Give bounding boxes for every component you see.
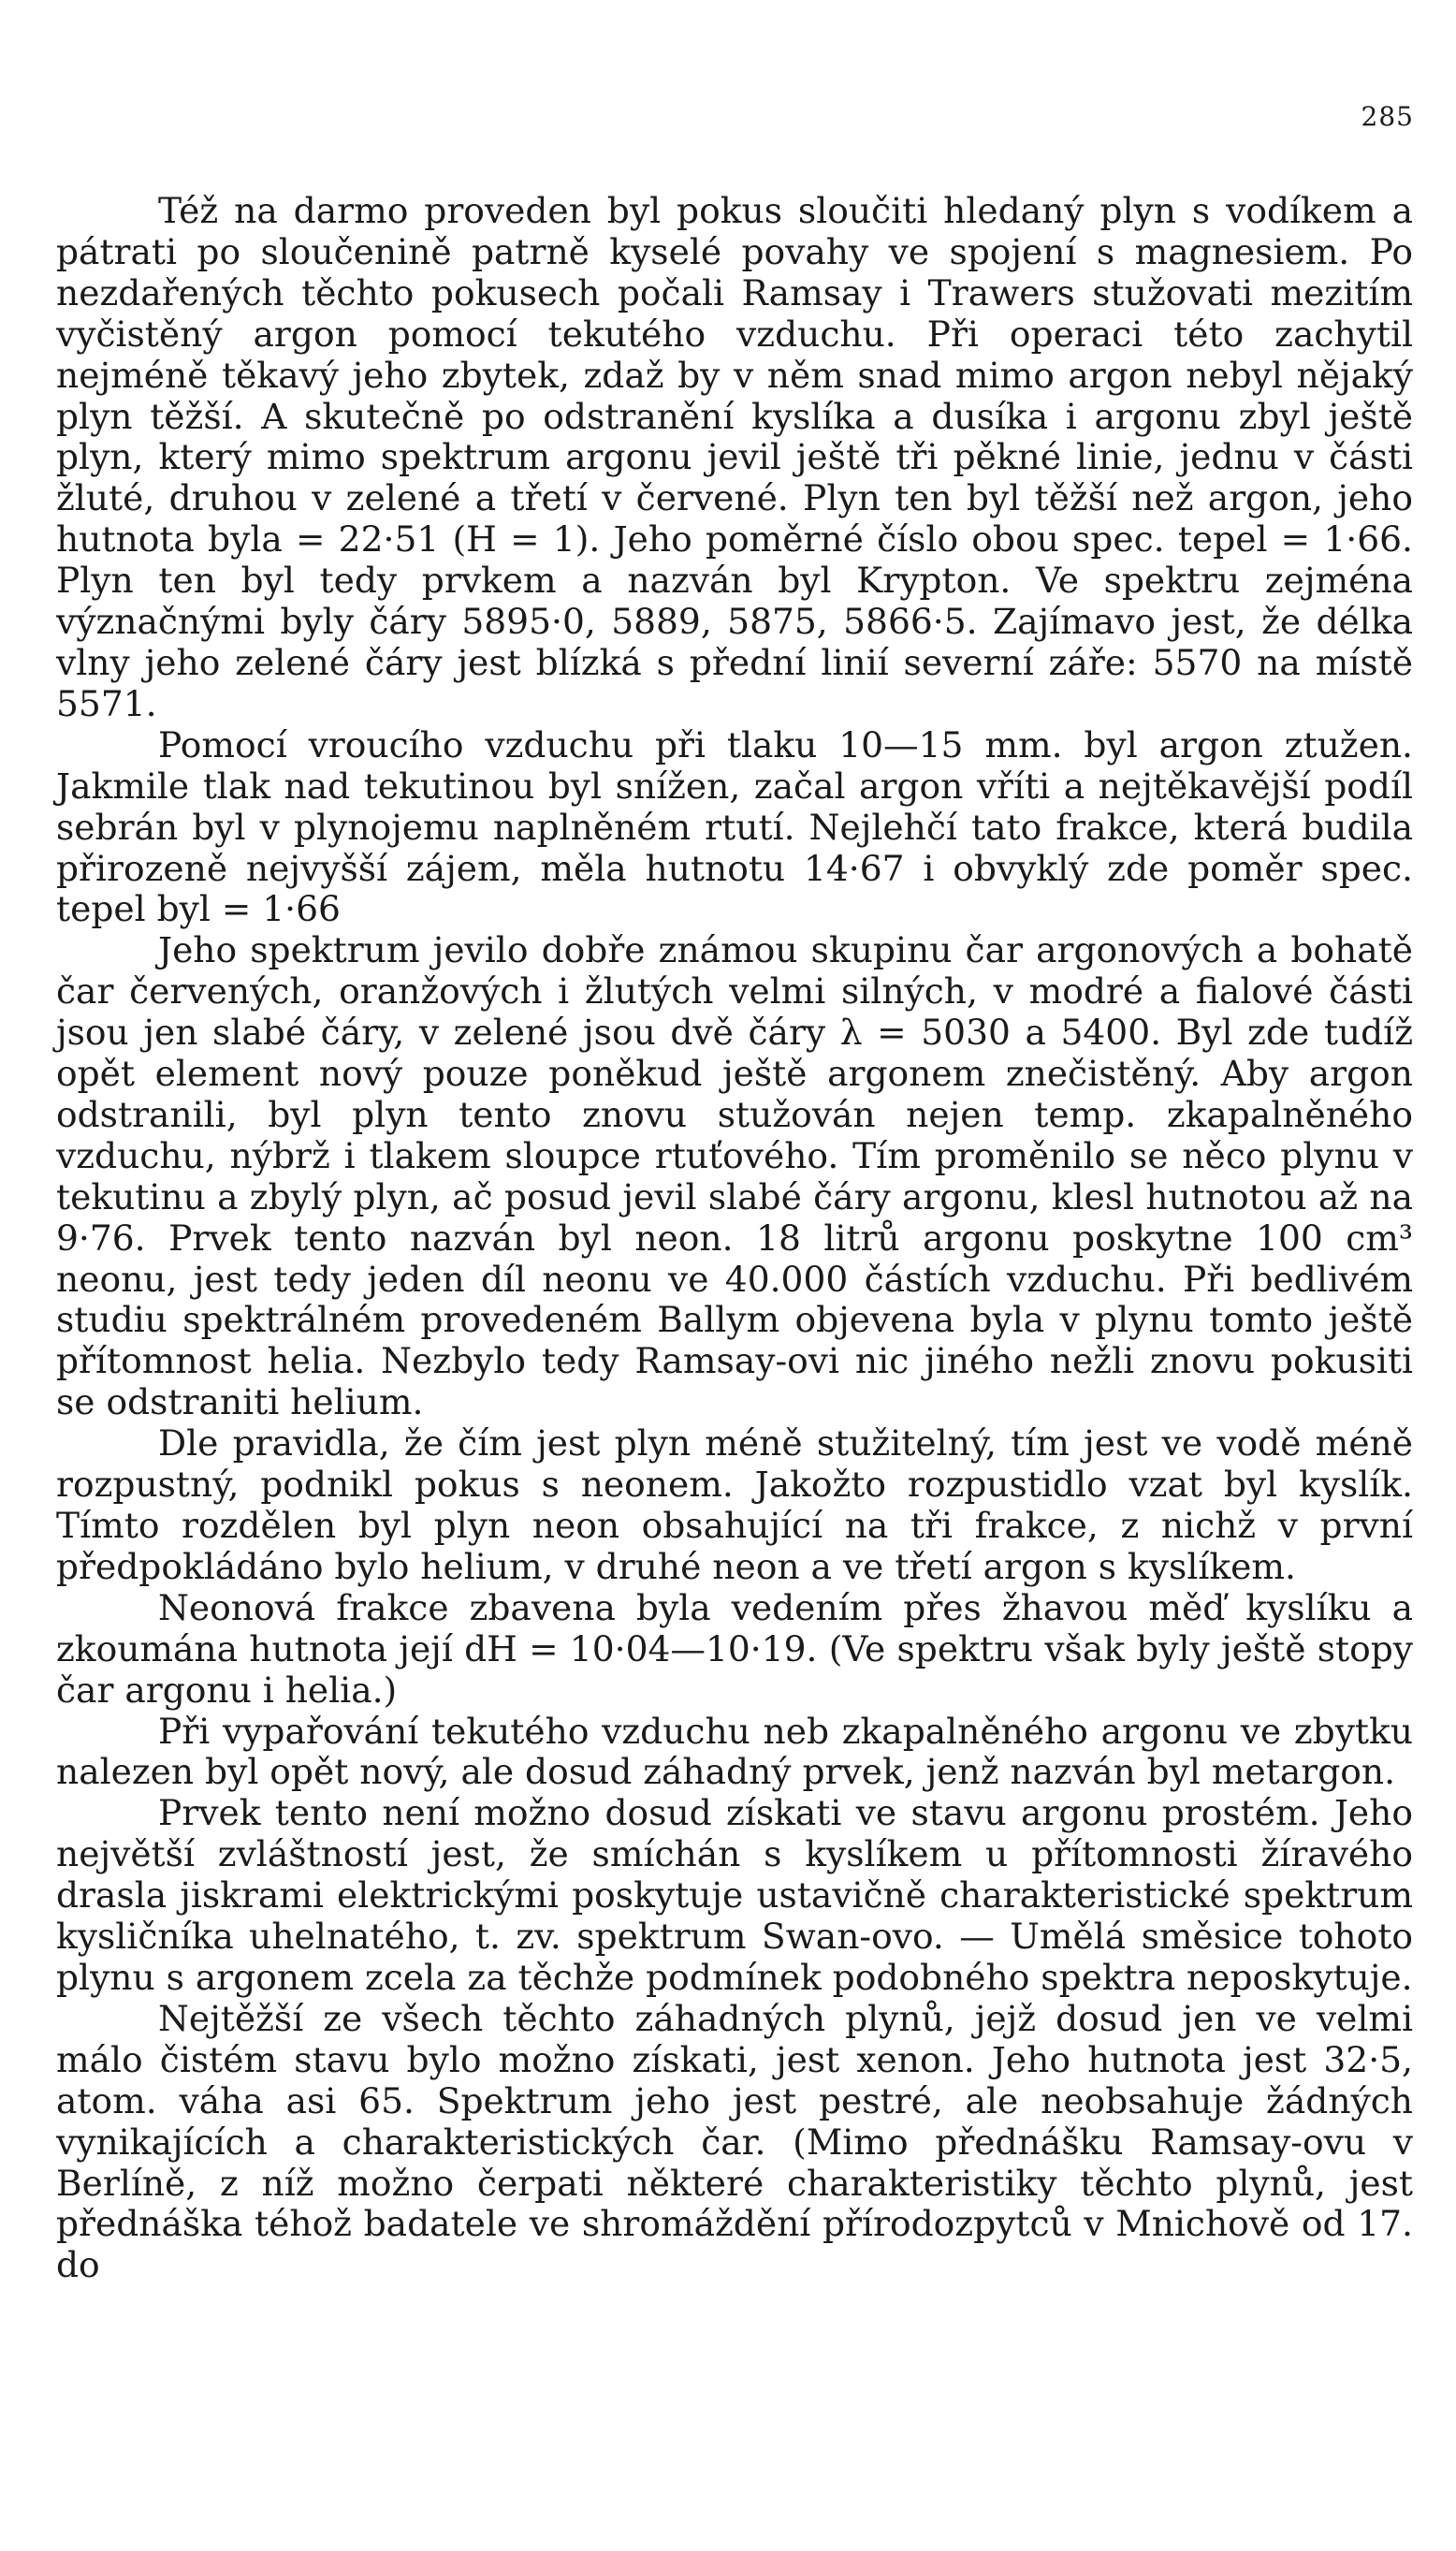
paragraph-xenon: Nejtěžší ze všech těchto záhadných plynů, jejž dosud jen ve velmi málo čistém stavu bylo možno získati, jest xenon. Jeho hutnota jest 32·5, atom. váha asi 65. Spektrum jeho jest pestré, ale neobsahuje žádných vynikajících a charakteristických čar. (Mimo přednášku Ramsay-ovu v Berlíně, z níž možno čerpati některé charakteristiky těchto plynů, jest přednáška téhož badatele ve shromáždění přírodozpytců v Mnichově od 17. do: [56, 1997, 1413, 2286]
page-number: 285: [1361, 101, 1414, 132]
paragraph-metargon: Při vypařování tekutého vzduchu neb zkapalněného argonu ve zbytku nalezen byl opět nový, ale dosud záhadný prvek, jenž nazván byl metargon.: [56, 1710, 1413, 1793]
paragraph-krypton: Též na darmo proveden byl pokus sloučiti hledaný plyn s vodíkem a pátrati po sloučenině patrně kyselé povahy ve spojení s magnesiem. Po nezdařených těchto pokusech počali Ramsay i Trawers stužovati mezitím vyčistěný argon pomocí tekutého vzduchu. Při operaci této zachytil nejméně těkavý jeho zbytek, zdaž by v něm snad mimo argon nebyl nějaký plyn těžší. A skutečně po odstranění kyslíka a dusíka i argonu zbyl ještě plyn, který mimo spektrum argonu jevil ještě tři pěkné linie, jednu v části žluté, druhou v zelené a třetí v červené. Plyn ten byl těžší než argon, jeho hutnota byla = 22·51 (H = 1). Jeho poměrné číslo obou spec. tepel = 1·66. Plyn ten byl tedy prvkem a nazván byl Krypton. Ve spektru zejména význačnými byly čáry 5895·0, 5889, 5875, 5866·5. Zajímavo jest, že délka vlny jeho zelené čáry jest blízká s přední linií severní záře: 5570 na místě 5571.: [56, 190, 1413, 724]
paragraph-solubility: Dle pravidla, že čím jest plyn méně stužitelný, tím jest ve vodě méně rozpustný, podnikl pokus s neonem. Jakožto rozpustidlo vzat byl kyslík. Tímto rozdělen byl plyn neon obsahující na tři frakce, z nichž v první předpokládáno bylo helium, v druhé neon a ve třetí argon s kyslíkem.: [56, 1422, 1413, 1587]
paragraph-neon-spectrum: Jeho spektrum jevilo dobře známou skupinu čar argonových a bohatě čar červených, oranžových i žlutých velmi silných, v modré a fialové části jsou jen slabé čáry, v zelené jsou dvě čáry λ = 5030 a 5400. Byl zde tudíž opět element nový pouze poněkud ještě argonem znečistěný. Aby argon odstranili, byl plyn tento znovu stužován nejen temp. zkapalněného vzduchu, nýbrž i tlakem sloupce rtuťového. Tím proměnilo se něco plynu v tekutinu a zbylý plyn, ač posud jevil slabé čáry argonu, klesl hutnotou až na 9·76. Prvek tento nazván byl neon. 18 litrů argonu poskytne 100 cm³ neonu, jest tedy jeden díl neonu ve 40.000 částích vzduchu. Při bedlivém studiu spektrálném provedeném Ballym objevena byla v plynu tomto ještě přítomnost helia. Nezbylo tedy Ramsay-ovi nic jiného nežli znovu pokusiti se odstraniti helium.: [56, 929, 1413, 1423]
paragraph-argon-liquefaction: Pomocí vroucího vzduchu při tlaku 10—15 mm. byl argon ztužen. Jakmile tlak nad tekutinou byl snížen, začal argon vříti a nejtěkavější podíl sebrán byl v plynojemu naplněném rtutí. Nejlehčí tato frakce, která budila přirozeně nejvyšší zájem, měla hutnotu 14·67 i obvyklý zde poměr spec. tepel byl = 1·66: [56, 723, 1413, 930]
paragraph-metargon-properties: Prvek tento není možno dosud získati ve stavu argonu prostém. Jeho největší zvláštností jest, že smíchán s kyslíkem u přítomnosti žíravého drasla jiskrami elektrickými poskytuje ustavičně charakteristické spektrum kysličníka uhelnatého, t. zv. spektrum Swan-ovo. — Umělá směsice tohoto plynu s argonem zcela za těchže podmínek podobného spektra neposkytuje.: [56, 1792, 1413, 1998]
text-body: [56, 191, 1413, 2286]
paragraph-neon-density: Neonová frakce zbavena byla vedením přes žhavou měď kyslíku a zkoumána hutnota její dH = 10·04—10·19. (Ve spektru však byly ještě stopy čar argonu i helia.): [56, 1586, 1413, 1711]
